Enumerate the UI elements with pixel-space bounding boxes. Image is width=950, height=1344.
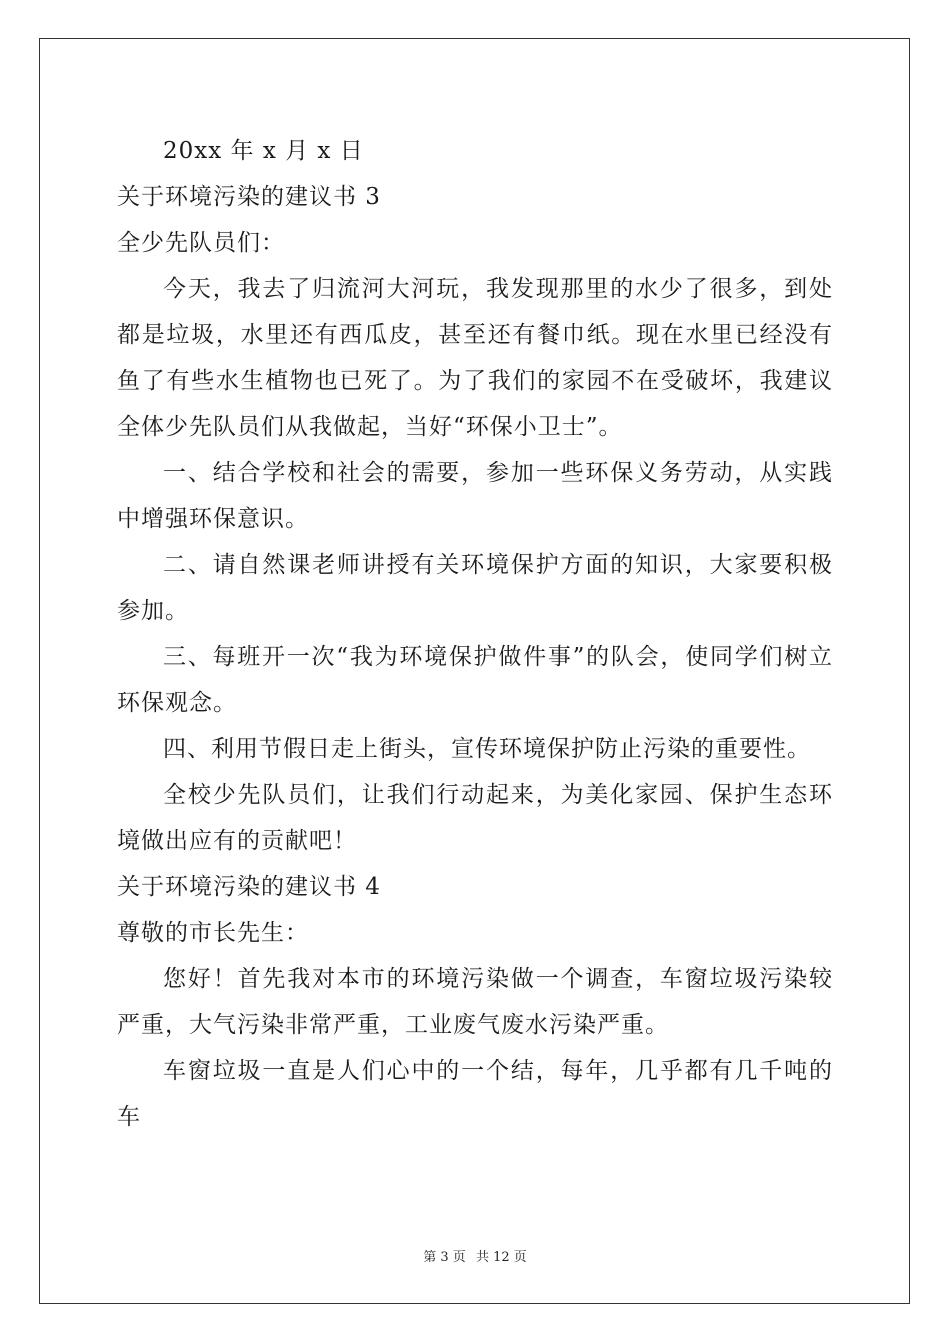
salutation-proposal-4: 尊敬的市长先生： (117, 920, 309, 946)
paragraph: 一、结合学校和社会的需要，参加一些环保义务劳动，从实践中增强环保意识。 (117, 460, 833, 532)
paragraph: 您好！首先我对本市的环境污染做一个调查，车窗垃圾污染较严重，大气污染非常严重，工业废气废水污染严重。 (117, 966, 833, 1038)
salutation-proposal-3: 全少先队员们： (117, 230, 285, 256)
page-total: 共 12 页 (475, 1250, 527, 1265)
paragraph: 全校少先队员们，让我们行动起来，为美化家园、保护生态环境做出应有的贡献吧！ (117, 782, 833, 854)
paragraph: 三、每班开一次“我为环境保护做件事”的队会，使同学们树立环保观念。 (117, 644, 833, 716)
paragraph: 四、利用节假日走上街头，宣传环境保护防止污染的重要性。 (163, 736, 811, 762)
paragraph: 车窗垃圾一直是人们心中的一个结，每年，几乎都有几千吨的车 (117, 1058, 833, 1130)
paragraph: 二、请自然课老师讲授有关环境保护方面的知识，大家要积极参加。 (117, 552, 833, 624)
heading-proposal-4: 关于环境污染的建议书 4 (117, 874, 381, 900)
paragraph: 今天，我去了归流河大河玩，我发现那里的水少了很多，到处都是垃圾，水里还有西瓜皮，甚至还有餐巾纸。现在水里已经没有鱼了有些水生植物也已死了。为了我们的家园不在受破坏，我建议全体少先队员们从我做起，当好“环保小卫士”。 (117, 276, 833, 440)
date-line: 20xx 年 x 月 x 日 (163, 138, 364, 164)
document-body (117, 128, 833, 1140)
heading-proposal-3: 关于环境污染的建议书 3 (117, 184, 381, 210)
page-footer (0, 1246, 950, 1265)
page-number: 第 3 页 (423, 1250, 466, 1265)
